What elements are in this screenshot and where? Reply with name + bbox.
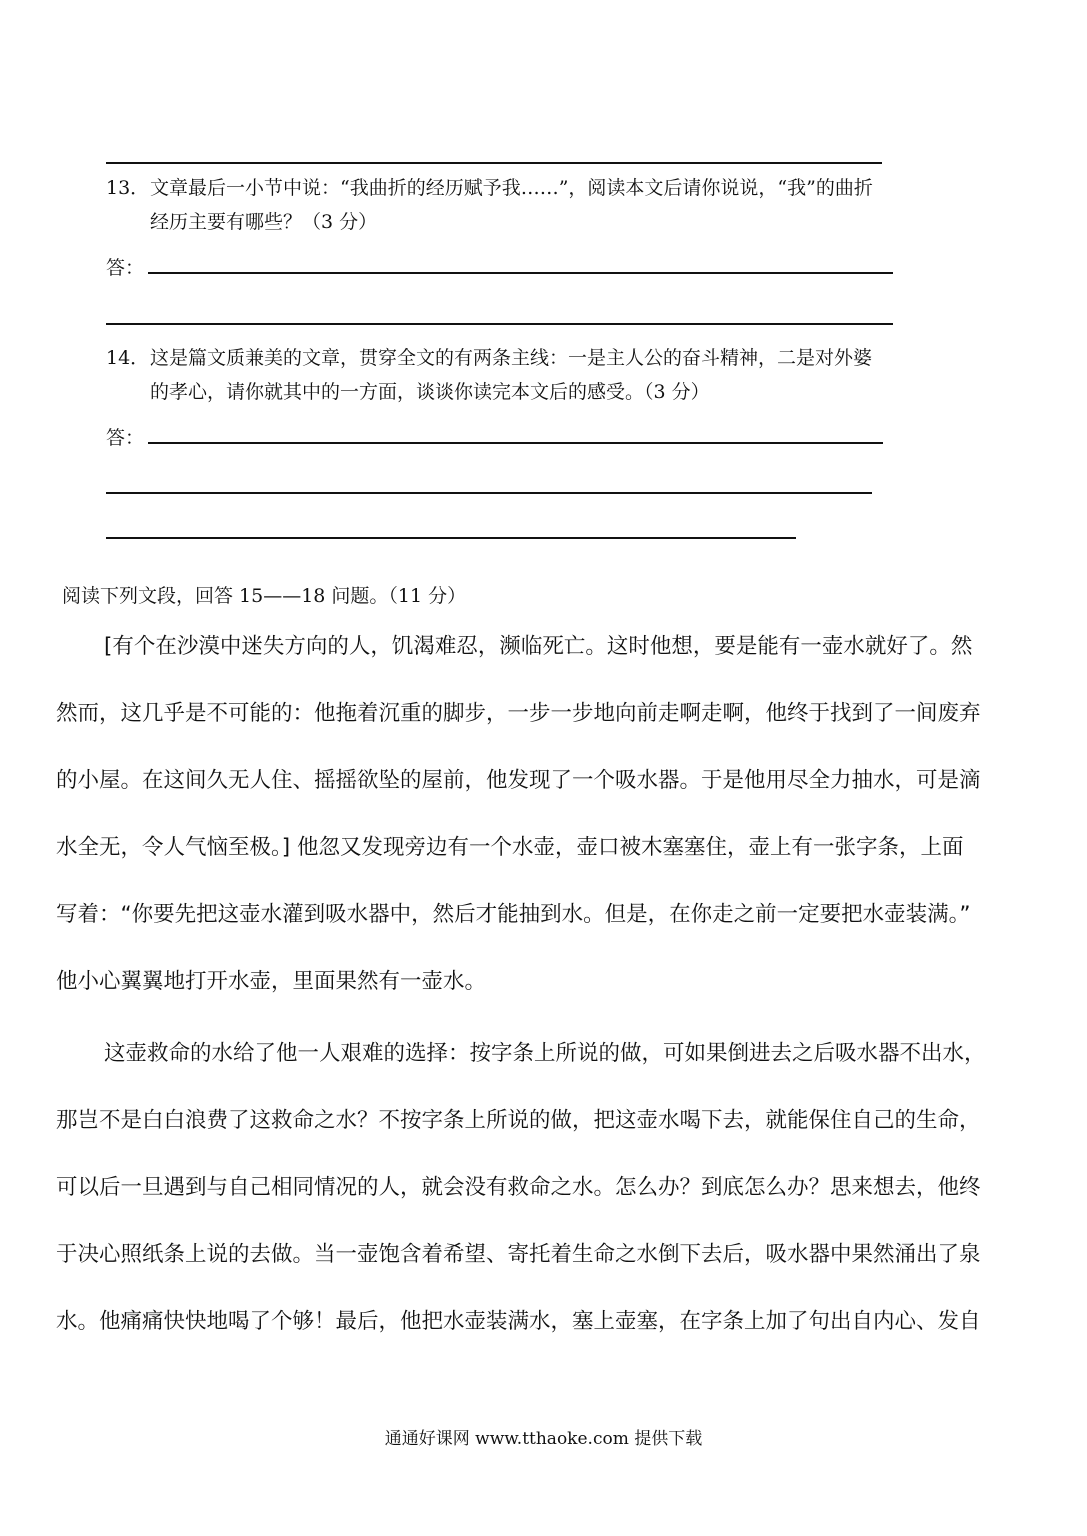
- question-13: [106, 171, 990, 241]
- answer-label: 答：: [106, 427, 145, 449]
- passage-paragraph-1: [56, 613, 990, 1015]
- passage-line: 这壶救命的水给了他一人艰难的选择：按字条上所说的做，可如果倒进去之后吸水器不出水，: [104, 1041, 986, 1066]
- answer-line[interactable]: [106, 537, 796, 539]
- passage-line: 的小屋。在这间久无人住、摇摇欲坠的屋前，他发现了一个吸水器。于是他用尽全力抽水，可是滴: [56, 768, 981, 793]
- answer-label: 答：: [106, 257, 145, 279]
- question-number: 14．: [106, 347, 150, 369]
- question-14: [106, 341, 990, 411]
- passage-line: 然而，这几乎是不可能的：他拖着沉重的脚步，一步一步地向前走啊走啊，他终于找到了一间废弃: [56, 701, 981, 726]
- passage-line: 水。他痛痛快快地喝了个够！最后，他把水壶装满水，塞上壶塞，在字条上加了句出自内心、发自: [56, 1309, 981, 1334]
- passage-line: 他小心翼翼地打开水壶，里面果然有一壶水。: [56, 969, 487, 994]
- passage-paragraph-2: [56, 1020, 990, 1355]
- question-line: 经历主要有哪些？（3 分）: [150, 211, 378, 233]
- answer-line[interactable]: [148, 272, 893, 274]
- section-instruction: 阅读下列文段，回答 15——18 问题。（11 分）: [62, 585, 467, 607]
- page-footer: 通通好课网 www.tthaoke.com 提供下载: [384, 1429, 703, 1449]
- passage-line: 于决心照纸条上说的去做。当一壶饱含着希望、寄托着生命之水倒下去后，吸水器中果然涌出了泉: [56, 1242, 981, 1267]
- passage-line: 可以后一旦遇到与自己相同情况的人，就会没有救命之水。怎么办？到底怎么办？思来想去，他终: [56, 1175, 981, 1200]
- passage-line: 写着：“你要先把这壶水灌到吸水器中，然后才能抽到水。但是，在你走之前一定要把水壶装满。”: [56, 902, 971, 927]
- question-line: 这是篇文质兼美的文章，贯穿全文的有两条主线：一是主人公的奋斗精神，二是对外婆: [150, 347, 873, 369]
- answer-line[interactable]: [148, 442, 883, 444]
- question-number: 13．: [106, 177, 150, 199]
- passage-line: 水全无，令人气恼至极。] 他忽又发现旁边有一个水壶，壶口被木塞塞住，壶上有一张字条，上面: [56, 835, 964, 860]
- question-text: [150, 341, 990, 409]
- answer-line[interactable]: [106, 492, 872, 494]
- question-line: 的孝心，请你就其中的一方面，谈谈你读完本文后的感受。（3 分）: [150, 381, 710, 403]
- question-line: 文章最后一小节中说：“我曲折的经历赋予我……”，阅读本文后请你说说，“我”的曲折: [150, 177, 873, 199]
- passage-line: 那岂不是白白浪费了这救命之水？不按字条上所说的做，把这壶水喝下去，就能保住自己的生命，: [56, 1108, 981, 1133]
- passage-line: [有个在沙漠中迷失方向的人，饥渴难忍，濒临死亡。这时他想，要是能有一壶水就好了。然: [104, 634, 973, 659]
- question-text: [150, 171, 990, 239]
- answer-line: [106, 162, 882, 164]
- answer-line[interactable]: [106, 323, 893, 325]
